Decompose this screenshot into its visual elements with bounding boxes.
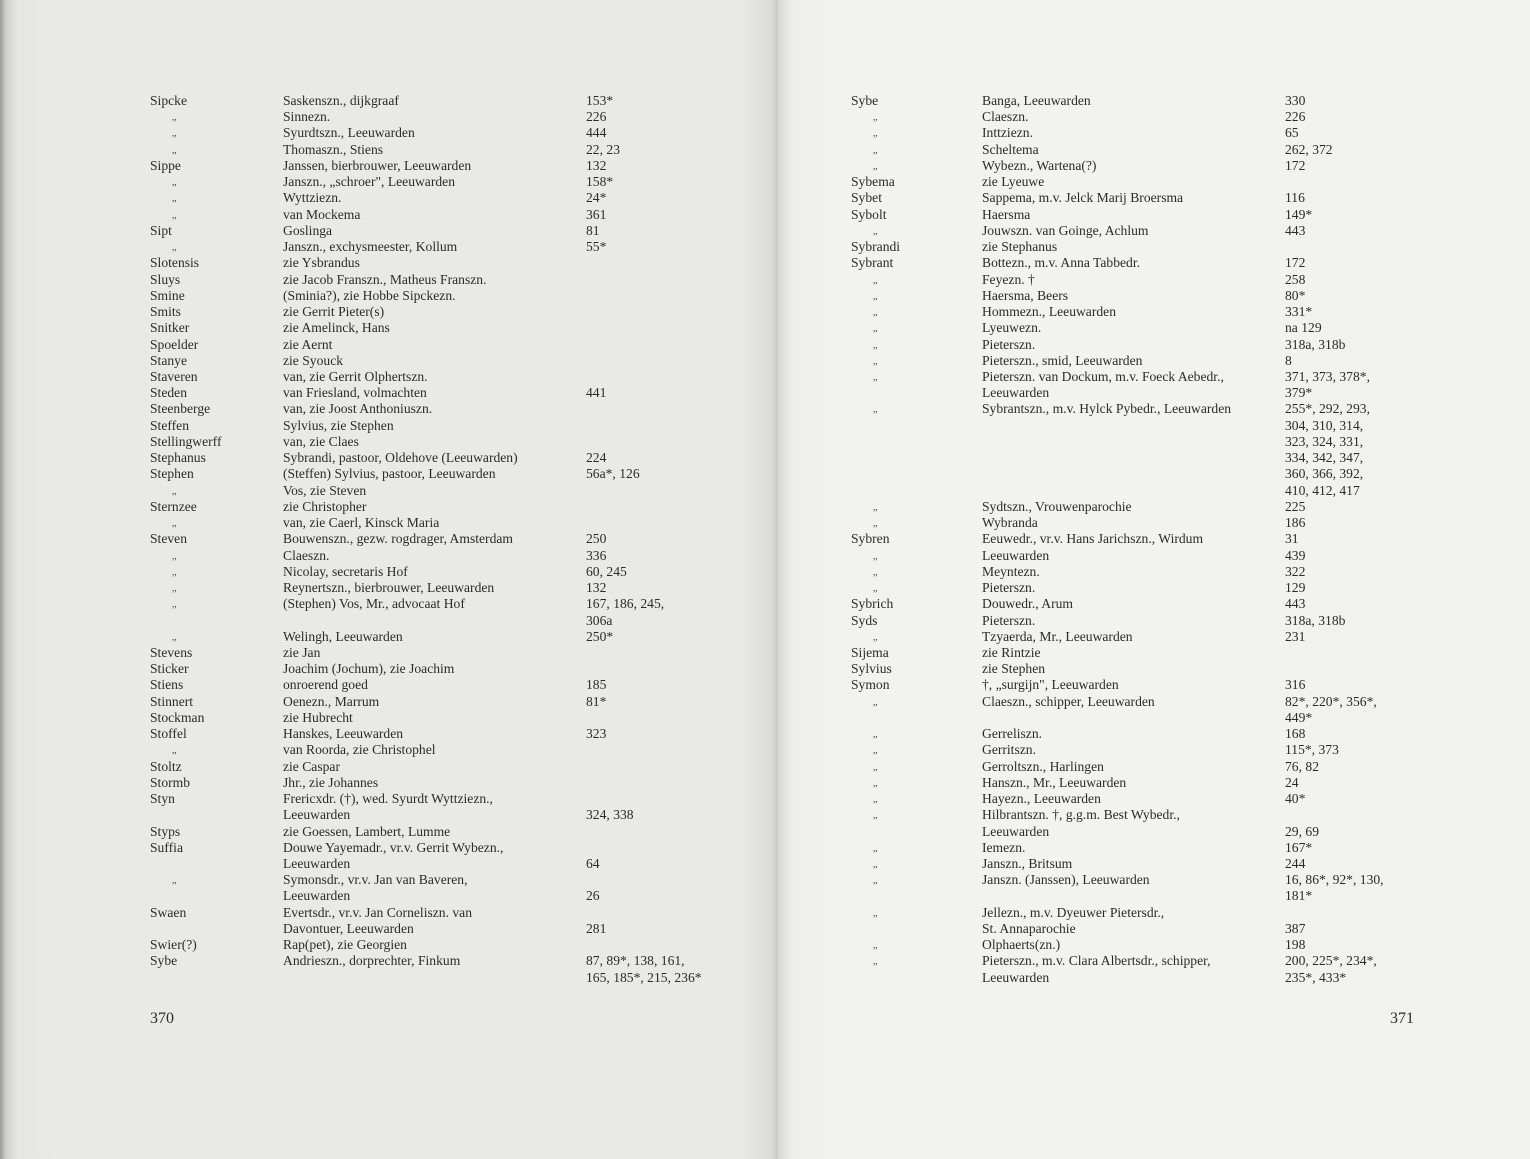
index-entry: Pieterszn. — [982, 580, 1036, 596]
index-entry: Thomaszn., Stiens — [283, 141, 384, 157]
index-name: Styn — [150, 791, 175, 807]
index-entry: zie Goessen, Lambert, Lumme — [283, 823, 451, 839]
index-entry: Sappema, m.v. Jelck Marij Broersma — [982, 190, 1184, 206]
page-number: 371 — [1390, 1010, 1414, 1027]
index-entry: St. Annaparochie — [982, 920, 1076, 936]
index-name: Sipcke — [150, 93, 187, 108]
page-references: 318a, 318b — [1285, 336, 1346, 352]
index-entry: Leeuwarden — [982, 969, 1050, 985]
index-name: Sijema — [851, 644, 889, 660]
index-name: ,, — [172, 631, 177, 642]
index-name: ,, — [873, 875, 878, 886]
index-name: Stanye — [150, 352, 187, 368]
index-name: ,, — [172, 177, 177, 188]
page-references: 323, 324, 331, — [1285, 433, 1364, 449]
index-entry: Leeuwarden — [283, 807, 351, 823]
index-name: Steffen — [150, 417, 190, 433]
index-name: Snitker — [150, 320, 190, 336]
index-name: ,, — [873, 550, 878, 561]
index-name: ,, — [873, 794, 878, 805]
index-name: Sipt — [150, 222, 172, 238]
page-references: 361 — [586, 206, 607, 222]
page-references: 76, 82 — [1285, 758, 1319, 774]
index-name: ,, — [172, 875, 177, 886]
index-entry: Leeuwarden — [283, 856, 351, 872]
page-references: 81 — [586, 222, 600, 238]
index-entry: Jhr., zie Johannes — [283, 774, 379, 790]
page-references: 64 — [586, 856, 600, 872]
index-name: Stinnert — [150, 693, 194, 709]
index-entry: Oenezn., Marrum — [283, 693, 380, 709]
page-references: 132 — [586, 580, 607, 596]
page-references: 224 — [586, 450, 607, 466]
index-entry: Feyezn. † — [982, 271, 1035, 287]
index-name: Steven — [150, 531, 187, 547]
page-number: 370 — [150, 1010, 174, 1027]
index-name: ,, — [873, 907, 878, 918]
index-name: Stephanus — [150, 450, 206, 466]
index-name: ,, — [873, 696, 878, 707]
page-references: 250* — [586, 628, 614, 644]
index-name: ,, — [873, 307, 878, 318]
page-references: 129 — [1285, 580, 1306, 596]
page-references: 40* — [1285, 791, 1306, 807]
index-entry: Olphaerts(zn.) — [982, 937, 1061, 953]
index-name: Slotensis — [150, 255, 200, 271]
index-name: Stoltz — [150, 758, 182, 774]
index-name: Sticker — [150, 661, 189, 677]
index-name: ,, — [873, 144, 878, 155]
index-entry: Evertsdr., vr.v. Jan Corneliszn. van — [283, 904, 473, 920]
index-name: ,, — [873, 128, 878, 139]
index-entry: Wybezn., Wartena(?) — [982, 157, 1097, 173]
index-name: ,, — [873, 745, 878, 756]
page-references: 281 — [586, 920, 607, 936]
index-name: Smine — [150, 287, 185, 303]
index-name: Stellingwerff — [150, 433, 222, 449]
index-name: Swier(?) — [150, 937, 197, 953]
page-references: 336 — [586, 547, 607, 563]
index-name: ,, — [873, 777, 878, 788]
page-references: 244 — [1285, 856, 1306, 872]
page-references: 172 — [1285, 255, 1306, 271]
page-references: 185 — [586, 677, 607, 693]
index-entry: (Sminia?), zie Hobbe Sipckezn. — [283, 287, 456, 303]
page-references: 26 — [586, 888, 600, 904]
index-name: Sybren — [851, 531, 890, 547]
index-entry: Nicolay, secretaris Hof — [283, 563, 408, 579]
index-name: ,, — [873, 566, 878, 577]
page-references: 330 — [1285, 93, 1306, 108]
index-name: Stoffel — [150, 726, 187, 742]
right-page — [778, 0, 1530, 1159]
index-entry: Sybrandi, pastoor, Oldehove (Leeuwarden) — [283, 450, 518, 466]
page-references: 172 — [1285, 157, 1306, 173]
index-entry: Reynertszn., bierbrouwer, Leeuwarden — [283, 580, 495, 596]
page-references: 304, 310, 314, — [1285, 417, 1364, 433]
index-name: ,, — [172, 583, 177, 594]
page-references: 441 — [586, 385, 607, 401]
page-references: 149* — [1285, 206, 1313, 222]
index-name: ,, — [873, 339, 878, 350]
page-references: 8 — [1285, 352, 1292, 368]
index-entry: Pieterszn., m.v. Clara Albertsdr., schipper, — [982, 953, 1211, 969]
index-name: Stephen — [150, 466, 194, 482]
index-name: ,, — [873, 355, 878, 366]
index-name: ,, — [172, 209, 177, 220]
page-references: 439 — [1285, 547, 1306, 563]
index-name: Sybet — [851, 190, 882, 206]
page-references: 22, 23 — [586, 141, 620, 157]
index-entry: Pieterszn. — [982, 336, 1036, 352]
index-entry: Vos, zie Steven — [283, 482, 367, 498]
index-entry: zie Christopher — [283, 498, 367, 514]
index-entry: zie Hubrecht — [283, 709, 353, 725]
index-entry: Rap(pet), zie Georgien — [283, 937, 407, 953]
index-name: ,, — [873, 583, 878, 594]
index-name: Sylvius — [851, 661, 892, 677]
index-entry: Iemezn. — [982, 839, 1026, 855]
index-entry: Janssen, bierbrouwer, Leeuwarden — [283, 157, 472, 173]
page-references: 168 — [1285, 726, 1306, 742]
page-references: 410, 412, 417 — [1285, 482, 1360, 498]
page-references: 87, 89*, 138, 161, — [586, 953, 685, 969]
page-references: 60, 245 — [586, 563, 627, 579]
index-name: Staveren — [150, 368, 198, 384]
index-entry: Welingh, Leeuwarden — [283, 628, 403, 644]
index-entry: van, zie Claes — [283, 433, 359, 449]
index-name: Steden — [150, 385, 187, 401]
index-entry: Wybranda — [982, 515, 1038, 531]
page-references: 81* — [586, 693, 607, 709]
index-entry: Haersma, Beers — [982, 287, 1069, 303]
page-references: 198 — [1285, 937, 1306, 953]
page-references: 371, 373, 378*, — [1285, 368, 1370, 384]
index-name: ,, — [873, 225, 878, 236]
page-references: 331* — [1285, 304, 1313, 320]
index-name: Sybe — [150, 953, 178, 969]
page-references: 31 — [1285, 531, 1299, 547]
page-references: 200, 225*, 234*, — [1285, 953, 1377, 969]
page-references: 262, 372 — [1285, 141, 1333, 157]
index-entry: Sylvius, zie Stephen — [283, 417, 394, 433]
page-references: 167* — [1285, 839, 1313, 855]
page-references: 16, 86*, 92*, 130, — [1285, 872, 1384, 888]
index-entry: (Stephen) Vos, Mr., advocaat Hof — [283, 596, 465, 612]
index-entry: Haersma — [982, 206, 1031, 222]
index-entry: Gerroltszn., Harlingen — [982, 758, 1104, 774]
index-name: Sybrant — [851, 255, 894, 271]
index-entry: Scheltema — [982, 141, 1039, 157]
page-references: 231 — [1285, 628, 1306, 644]
index-entry: van, zie Caerl, Kinsck Maria — [283, 515, 440, 531]
page-references: 24 — [1285, 774, 1299, 790]
index-name: ,, — [172, 242, 177, 253]
page-references: 186 — [1285, 515, 1306, 531]
page-references: 158* — [586, 174, 614, 190]
index-name: Sluys — [150, 271, 181, 287]
index-name: Styps — [150, 823, 181, 839]
index-name: ,, — [873, 371, 878, 382]
index-name: ,, — [873, 956, 878, 967]
index-entry: †, „surgijn", Leeuwarden — [982, 677, 1119, 693]
page-references: 258 — [1285, 271, 1306, 287]
index-entry: Goslinga — [283, 222, 333, 238]
index-entry: zie Stephanus — [982, 239, 1058, 255]
index-entry: van, zie Gerrit Olphertszn. — [283, 368, 428, 384]
index-name: ,, — [873, 501, 878, 512]
page-references: 132 — [586, 157, 607, 173]
index-name: ,, — [172, 566, 177, 577]
index-entry: Hommezn., Leeuwarden — [982, 304, 1116, 320]
page-references: 55* — [586, 239, 607, 255]
page-references: 167, 186, 245, — [586, 596, 665, 612]
page-references: 82*, 220*, 356*, — [1285, 693, 1377, 709]
index-entry: Leeuwarden — [982, 385, 1050, 401]
page-references: 318a, 318b — [1285, 612, 1346, 628]
page-references: 165, 185*, 215, 236* — [586, 969, 702, 985]
page-references: 443 — [1285, 596, 1306, 612]
page-references: 65 — [1285, 125, 1299, 141]
index-entry: Janszn. (Janssen), Leeuwarden — [982, 872, 1150, 888]
index-name: ,, — [873, 518, 878, 529]
index-entry: zie Ysbrandus — [283, 255, 360, 271]
page-references: 226 — [1285, 109, 1306, 125]
index-name: Sybema — [851, 174, 895, 190]
index-entry: van, zie Joost Anthoniuszn. — [283, 401, 433, 417]
index-name: ,, — [172, 550, 177, 561]
index-name: ,, — [873, 729, 878, 740]
page-references: 115*, 373 — [1285, 742, 1339, 758]
index-entry: Hayezn., Leeuwarden — [982, 791, 1101, 807]
index-name: Syds — [851, 612, 878, 628]
index-entry: Tzyaerda, Mr., Leeuwarden — [982, 628, 1133, 644]
index-name: ,, — [172, 144, 177, 155]
index-entry: (Steffen) Sylvius, pastoor, Leeuwarden — [283, 466, 496, 482]
page-references: 322 — [1285, 563, 1306, 579]
index-entry: Sybrantszn., m.v. Hylck Pybedr., Leeuwarden — [982, 401, 1232, 417]
index-entry: van Friesland, volmachten — [283, 385, 427, 401]
index-name: ,, — [172, 128, 177, 139]
index-name: ,, — [873, 631, 878, 642]
index-entry: zie Jacob Franszn., Matheus Franszn. — [283, 271, 487, 287]
index-name: Sternzee — [150, 498, 197, 514]
index-entry: zie Aernt — [283, 336, 333, 352]
index-entry: zie Gerrit Pieter(s) — [283, 304, 385, 320]
index-entry: Andrieszn., dorprechter, Finkum — [283, 953, 461, 969]
index-entry: zie Syouck — [283, 352, 344, 368]
index-name: Stiens — [150, 677, 184, 693]
index-name: Stockman — [150, 709, 205, 725]
index-entry: Claeszn. — [283, 547, 330, 563]
page-references: 443 — [1285, 222, 1306, 238]
index-name: ,, — [172, 745, 177, 756]
index-name: Swaen — [150, 904, 187, 920]
index-name: Sippe — [150, 157, 181, 173]
page-references: 387 — [1285, 920, 1306, 936]
page-references: 56a*, 126 — [586, 466, 640, 482]
index-entry: zie Lyeuwe — [982, 174, 1045, 190]
index-name: Sybrandi — [851, 239, 901, 255]
index-name: ,, — [172, 193, 177, 204]
index-name: ,, — [873, 160, 878, 171]
index-name: Steenberge — [150, 401, 211, 417]
index-entry: Hanszn., Mr., Leeuwarden — [982, 774, 1127, 790]
page-references: 360, 366, 392, — [1285, 466, 1364, 482]
index-name: Sybe — [851, 93, 879, 108]
page-references: 226 — [586, 109, 607, 125]
page-references: 255*, 292, 293, — [1285, 401, 1370, 417]
index-entry: Leeuwarden — [283, 888, 351, 904]
index-entry: Hanskes, Leeuwarden — [283, 726, 404, 742]
index-name: Stevens — [150, 644, 193, 660]
index-name: ,, — [172, 599, 177, 610]
index-entry: Pieterszn. van Dockum, m.v. Foeck Aebedr., — [982, 368, 1224, 384]
page-references: 324, 338 — [586, 807, 634, 823]
index-name: ,, — [873, 290, 878, 301]
index-entry: Douwedr., Arum — [982, 596, 1073, 612]
index-name: ,, — [172, 518, 177, 529]
index-name: Smits — [150, 304, 181, 320]
index-entry: Leeuwarden — [982, 823, 1050, 839]
page-references: 334, 342, 347, — [1285, 450, 1364, 466]
index-entry: Janszn., „schroer", Leeuwarden — [283, 174, 455, 190]
index-entry: Bouwenszn., gezw. rogdrager, Amsterdam — [283, 531, 513, 547]
index-name: ,, — [873, 761, 878, 772]
index-entry: van Mockema — [283, 206, 361, 222]
index-name: ,, — [172, 485, 177, 496]
page-references: 80* — [1285, 287, 1306, 303]
index-name: Stormb — [150, 774, 191, 790]
index-entry: Janszn., exchysmeester, Kollum — [283, 239, 458, 255]
index-name: ,, — [873, 859, 878, 870]
index-entry: zie Amelinck, Hans — [283, 320, 390, 336]
index-entry: Jouwszn. van Goinge, Achlum — [982, 222, 1149, 238]
index-entry: Banga, Leeuwarden — [982, 93, 1091, 108]
index-entry: Meyntezn. — [982, 563, 1040, 579]
index-entry: Saskenszn., dijkgraaf — [283, 93, 399, 108]
index-entry: Janszn., Britsum — [982, 856, 1073, 872]
index-entry: Bottezn., m.v. Anna Tabbedr. — [982, 255, 1140, 271]
index-entry: Gerritszn. — [982, 742, 1036, 758]
index-entry: Eeuwedr., vr.v. Hans Jarichszn., Wirdum — [982, 531, 1204, 547]
index-entry: Lyeuwezn. — [982, 320, 1042, 336]
page-references: 306a — [586, 612, 613, 628]
index-entry: Sinnezn. — [283, 109, 331, 125]
page-references: 153* — [586, 93, 614, 108]
index-entry: Hilbrantszn. †, g.g.m. Best Wybedr., — [982, 807, 1180, 823]
page-references: 323 — [586, 726, 607, 742]
index-entry: Sydtszn., Vrouwenparochie — [982, 498, 1132, 514]
index-entry: zie Rintzie — [982, 644, 1041, 660]
index-entry: Frericxdr. (†), wed. Syurdt Wyttziezn., — [283, 791, 493, 807]
page-references: 181* — [1285, 888, 1313, 904]
index-entry: Douwe Yayemadr., vr.v. Gerrit Wybezn., — [283, 839, 504, 855]
index-entry: zie Jan — [283, 644, 321, 660]
index-name: ,, — [873, 112, 878, 123]
index-entry: van Roorda, zie Christophel — [283, 742, 436, 758]
index-name: Sybolt — [851, 206, 887, 222]
page-references: 250 — [586, 531, 607, 547]
page-references: 316 — [1285, 677, 1306, 693]
page-references: 235*, 433* — [1285, 969, 1347, 985]
index-name: ,, — [873, 842, 878, 853]
index-name: ,, — [873, 940, 878, 951]
index-entry: Symonsdr., vr.v. Jan van Baveren, — [283, 872, 468, 888]
index-name: Sybrich — [851, 596, 894, 612]
index-entry: Pieterszn. — [982, 612, 1036, 628]
index-entry: Pieterszn., smid, Leeuwarden — [982, 352, 1143, 368]
index-entry: Claeszn., schipper, Leeuwarden — [982, 693, 1155, 709]
index-name: Suffia — [150, 839, 183, 855]
index-entry: Joachim (Jochum), zie Joachim — [283, 661, 455, 677]
page-references: 24* — [586, 190, 607, 206]
page-references: 379* — [1285, 385, 1313, 401]
index-entry: Gerreliszn. — [982, 726, 1043, 742]
index-name: ,, — [873, 404, 878, 415]
index-entry: Leeuwarden — [982, 547, 1050, 563]
index-entry: zie Caspar — [283, 758, 340, 774]
page-references: 29, 69 — [1285, 823, 1319, 839]
index-entry: zie Stephen — [982, 661, 1046, 677]
index-entry: onroerend goed — [283, 677, 368, 693]
page-references: 116 — [1285, 190, 1305, 206]
index-entry: Syurdtszn., Leeuwarden — [283, 125, 415, 141]
index-name: Symon — [851, 677, 890, 693]
index-entry: Davontuer, Leeuwarden — [283, 920, 414, 936]
page-references: 225 — [1285, 498, 1306, 514]
index-entry: Inttziezn. — [982, 125, 1033, 141]
index-entry: Claeszn. — [982, 109, 1029, 125]
page-references: 449* — [1285, 709, 1313, 725]
index-name: ,, — [172, 112, 177, 123]
index-entry: Wyttziezn. — [283, 190, 342, 206]
index-entry: Jellezn., m.v. Dyeuwer Pietersdr., — [982, 904, 1165, 920]
page-references: 444 — [586, 125, 607, 141]
index-name: ,, — [873, 274, 878, 285]
index-name: ,, — [873, 810, 878, 821]
page-references: na 129 — [1285, 320, 1322, 336]
index-name: Spoelder — [150, 336, 199, 352]
index-name: ,, — [873, 323, 878, 334]
